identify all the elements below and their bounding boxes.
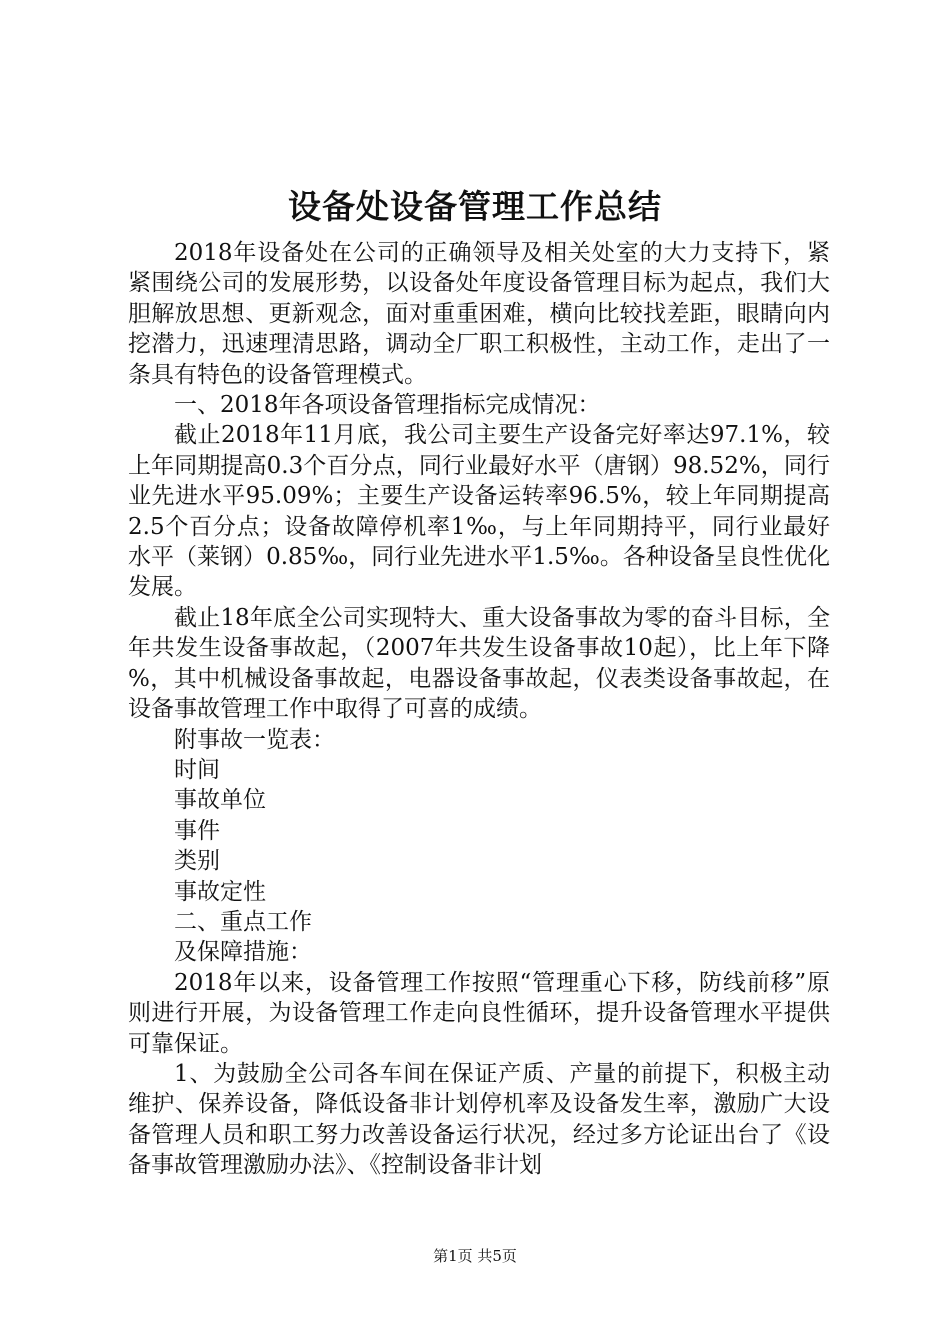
- table-item-time: 时间: [174, 756, 220, 783]
- table-item-unit: 事故单位: [174, 787, 266, 814]
- document-title: 设备处设备管理工作总结: [288, 187, 662, 226]
- section-heading-2: 二、重点工作: [174, 908, 312, 935]
- paragraph-accidents: 截止18年底全公司实现特大、重大设备事故为零的奋斗目标，全年共发生设备事故起，（2007年共发生设备事故10起），比上年下降%，其中机械设备事故起，电器设备事故起，仪表类设备事故起，在设备事故管理工作中取得了可喜的成绩。: [128, 604, 830, 723]
- paragraph-intro: 2018年设备处在公司的正确领导及相关处室的大力支持下，紧紧围绕公司的发展形势，以设备处年度设备管理目标为起点，我们大胆解放思想、更新观念，面对重重困难，横向比较找差距，眼睛向内挖潜力，迅速理清思路，调动全厂职工积极性，主动工作，走出了一条具有特色的设备管理模式。: [128, 240, 830, 388]
- paragraph-indicators: 截止2018年11月底，我公司主要生产设备完好率达97.1%，较上年同期提高0.3个百分点，同行业最好水平（唐钢）98.52%，同行业先进水平95.09%；主要生产设备运转率96.5%，较上年同期提高2.5个百分点；设备故障停机率1‰，与上年同期持平，同行业最好水平（莱钢）0.85‰，同行业先进水平1.5‰。各种设备呈良性优化发展。: [128, 422, 830, 601]
- paragraph-measure-1: 1、为鼓励全公司各车间在保证产质、产量的前提下，积极主动维护、保养设备，降低设备非计划停机率及设备发生率，激励广大设备管理人员和职工努力改善设备运行状况，经过多方论证出台了《设备事故管理激励办法》、《控制设备非计划: [128, 1060, 830, 1179]
- table-item-event: 事件: [174, 817, 220, 844]
- table-item-nature: 事故定性: [174, 878, 266, 905]
- paragraph-principle: 2018年以来，设备管理工作按照“管理重心下移，防线前移”原则进行开展，为设备管理工作走向良性循环，提升设备管理水平提供可靠保证。: [128, 969, 830, 1057]
- document-body: [128, 238, 830, 1181]
- section-heading-1: 一、2018年各项设备管理指标完成情况：: [174, 392, 601, 419]
- table-item-category: 类别: [174, 848, 220, 875]
- paragraph-table-intro: 附事故一览表：: [174, 726, 335, 753]
- page-footer: 第1页 共5页: [433, 1247, 517, 1265]
- section-heading-2-cont: 及保障措施：: [174, 939, 312, 966]
